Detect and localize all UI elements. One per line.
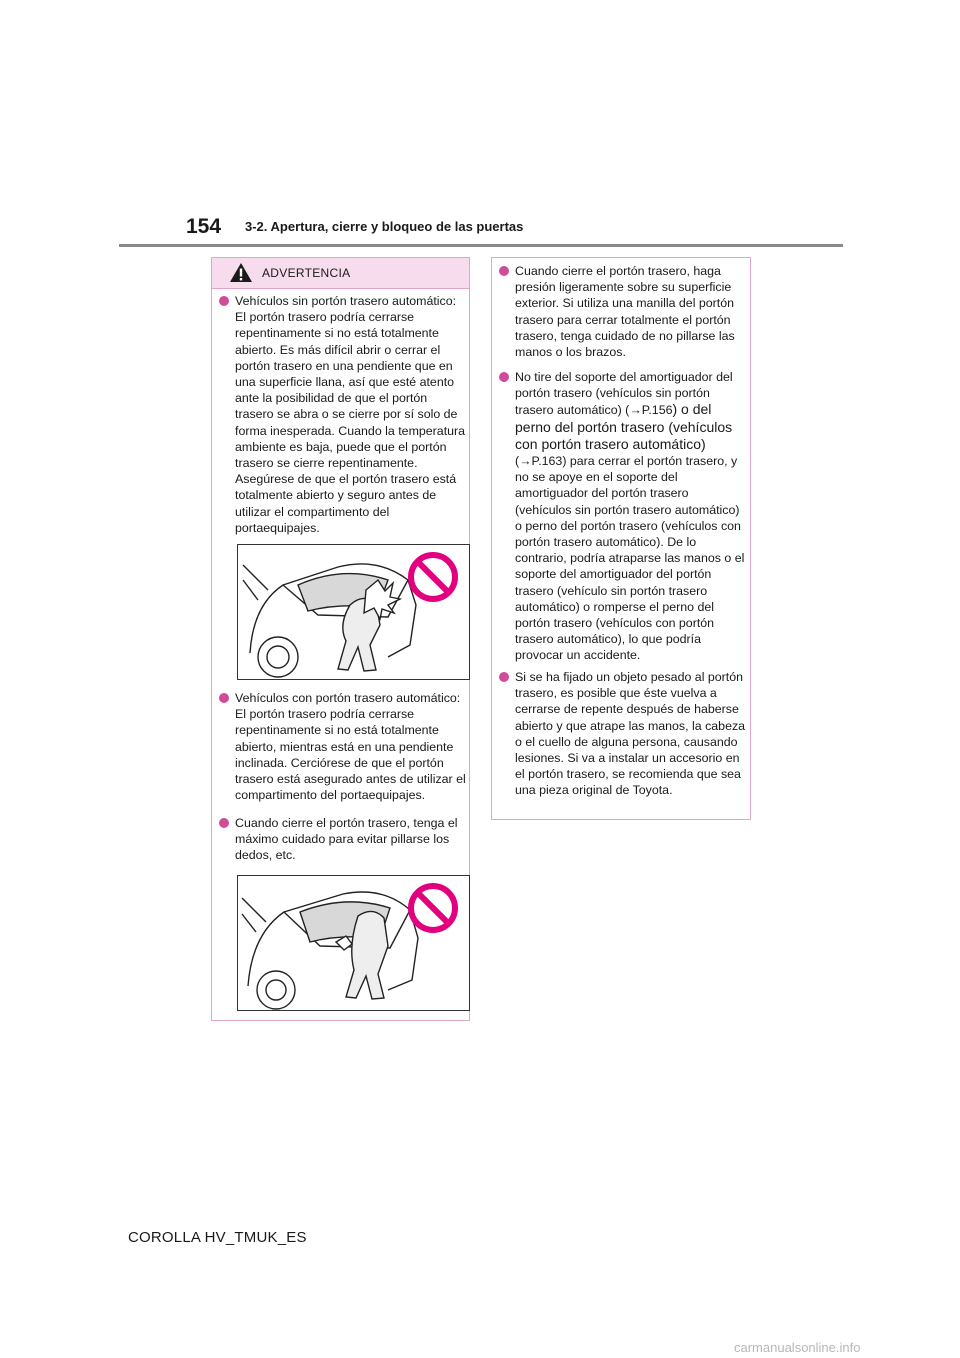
car-tailgate-illustration	[238, 876, 469, 1010]
list-item	[499, 669, 747, 799]
bullet-text: Cuando cierre el portón trasero, haga presión ligeramente sobre su superficie exterior. Si utiliza una manilla del portón trasero para cerrar totalmente el portón trasero, tenga cuidado de no pillarse las manos o los brazos.	[515, 264, 735, 360]
warning-triangle-icon	[229, 262, 253, 283]
prohibition-icon	[411, 555, 455, 599]
prohibition-icon	[411, 886, 455, 930]
illustration-tailgate-fingers	[237, 875, 470, 1011]
list-item	[219, 690, 466, 803]
header-rule	[119, 244, 843, 247]
bullet-dot-icon	[219, 296, 229, 306]
bullet-text: (	[515, 454, 520, 469]
bullet-text: Cuando cierre el portón trasero, tenga el máximo cuidado para evitar pillarse los dedos, etc.	[235, 816, 458, 863]
illustration-tailgate-slope	[237, 544, 470, 680]
bullet-dot-icon	[499, 672, 509, 682]
page-number: 154	[186, 215, 222, 238]
list-item	[219, 293, 466, 536]
list-item	[499, 263, 747, 360]
bullet-text: Vehículos con portón trasero automático: El portón trasero podría cerrarse repentinamente si no está totalmente abierto, mientras está en una pendiente inclinada. Cerciórese de que el portón trasero está asegurado antes de utilizar el compartimento del portaequipajes.	[235, 691, 466, 803]
model-code: COROLLA HV_TMUK_ES	[128, 1229, 307, 1246]
page-reference-link[interactable]: P.163	[531, 454, 563, 469]
bullet-dot-icon	[219, 693, 229, 703]
list-item	[219, 815, 466, 864]
warning-box-left	[211, 257, 470, 1021]
warning-box-right	[491, 257, 751, 820]
watermark: carmanualsonline.info	[734, 1340, 861, 1355]
bullet-text: ) o del perno del portón trasero (vehículos con portón trasero automático)	[515, 401, 733, 452]
bullet-dot-icon	[499, 266, 509, 276]
warning-label: ADVERTENCIA	[262, 266, 351, 280]
bullet-text: ) para cerrar el portón trasero, y no se apoye en el soporte del amortiguador del portón trasero (vehículos sin portón trasero automático) o perno del portón trasero (vehículos con portón trasero automático). De lo contrario, podría atraparse las manos o el soporte del amortiguador del portón trasero (vehículo sin portón trasero automático) o romperse el perno del portón trasero (vehículos con portón trasero automático), lo que podría provocar un accidente.	[515, 454, 745, 663]
warning-header	[212, 258, 469, 289]
page-reference-link[interactable]: P.156	[641, 403, 673, 418]
bullet-dot-icon	[499, 372, 509, 382]
arrow-right-icon: →	[629, 403, 642, 418]
list-item	[499, 369, 747, 664]
bullet-dot-icon	[219, 818, 229, 828]
car-tailgate-illustration	[238, 545, 469, 679]
bullet-text: Vehículos sin portón trasero automático: El portón trasero podría cerrarse repentinamente si no está totalmente abierto. Es más difícil abrir o cerrar el portón trasero en una pendiente que en una superficie llana, así que esté atento ante la posibilidad de que el portón trasero se abra o se cierre por sí solo de forma inesperada. Cuando la temperatura ambiente es baja, puede que el portón trasero se cierre repentinamente. Asegúrese de que el portón trasero está totalmente abierto y seguro antes de utilizar el compartimento del portaequipajes.	[235, 294, 466, 535]
arrow-right-icon: →	[519, 454, 532, 469]
section-title: 3-2. Apertura, cierre y bloqueo de las puertas	[245, 219, 524, 234]
bullet-text: Si se ha fijado un objeto pesado al portón trasero, es posible que éste vuelva a cerrarse de repente después de haberse abierto y que atrape las manos, la cabeza o el cuello de alguna persona, causando lesiones. Si va a instalar un accesorio en el portón trasero, se recomienda que sea una pieza original de Toyota.	[515, 670, 746, 798]
bullet-text: No tire del soporte del amortiguador del portón trasero (vehículos sin portón trasero automático) (	[515, 370, 733, 418]
